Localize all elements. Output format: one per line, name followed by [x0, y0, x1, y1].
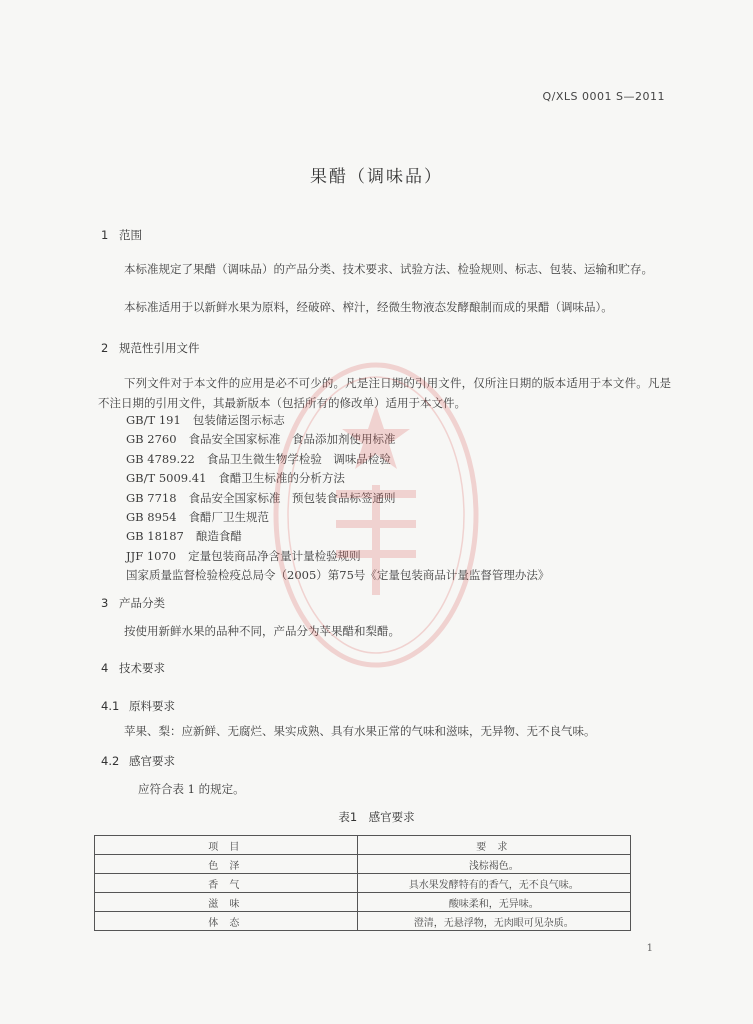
- reference-item: [126, 469, 549, 488]
- reference-code: GB 8954: [126, 510, 177, 525]
- reference-item: [126, 566, 549, 585]
- section-1-para-2: 本标准适用于以新鲜水果为原料，经破碎、榨汁，经微生物液态发酵酿制而成的果醋（调味品）。: [124, 300, 613, 314]
- page-number: 1: [646, 943, 653, 954]
- reference-list: [126, 411, 549, 586]
- reference-code: GB 2760: [126, 432, 177, 447]
- document-code: Q/XLS 0001 S—2011: [542, 90, 665, 103]
- table-cell-item: 体 态: [95, 912, 358, 931]
- reference-code: JJF 1070: [126, 548, 177, 563]
- reference-item: [126, 450, 549, 469]
- table-caption: 表1 感官要求: [338, 810, 415, 824]
- reference-code: GB 4789.22: [126, 451, 195, 466]
- table-row: [95, 912, 631, 931]
- section-3-para: 按使用新鲜水果的品种不同，产品分为苹果醋和梨醋。: [124, 624, 400, 638]
- section-title: 感官要求: [129, 754, 175, 768]
- section-4-1-para: 苹果、梨：应新鲜、无腐烂、果实成熟、具有水果正常的气味和滋味，无异物、无不良气味。: [124, 724, 596, 738]
- table-row: [95, 855, 631, 874]
- table-cell-requirement: 酸味柔和，无异味。: [357, 893, 630, 912]
- section-4-2-heading: [101, 753, 175, 769]
- section-2-intro: 下列文件对于本文件的应用是必不可少的。凡是注日期的引用文件，仅所注日期的版本适用于本文件。凡是不注日期的引用文件，其最新版本（包括所有的修改单）适用于本文件。: [98, 376, 671, 410]
- reference-item: [126, 527, 549, 546]
- reference-name: 食醋卫生标准的分析方法: [218, 471, 345, 486]
- reference-name: 酿造食醋: [195, 529, 242, 544]
- reference-name: 国家质量监督检验检疫总局令（2005）第75号《定量包装商品计量监督管理办法》: [126, 568, 550, 583]
- section-1-para-1: 本标准规定了果醋（调味品）的产品分类、技术要求、试验方法、检验规则、标志、包装、运输和贮存。: [124, 262, 653, 276]
- table-row: [95, 893, 631, 912]
- table-cell-requirement: 具水果发酵特有的香气，无不良气味。: [357, 874, 630, 893]
- section-number: 4.2: [101, 754, 120, 768]
- section-title: 技术要求: [119, 661, 165, 675]
- section-number: 1: [101, 228, 109, 242]
- section-2-heading: [101, 340, 200, 356]
- table-cell-item: 色 泽: [95, 855, 358, 874]
- reference-name: 食品安全国家标准 食品添加剂使用标准: [188, 432, 396, 447]
- section-4-1-heading: [101, 698, 175, 714]
- section-number: 4: [101, 661, 109, 675]
- reference-item: [126, 430, 549, 449]
- table-header-cell: 项 目: [95, 836, 358, 855]
- section-4-2-para: 应符合表 1 的规定。: [138, 782, 245, 796]
- reference-item: [126, 547, 549, 566]
- table-header-row: [95, 836, 631, 855]
- section-title: 规范性引用文件: [119, 341, 200, 355]
- section-1-heading: [101, 227, 142, 243]
- reference-name: 食品卫生微生物学检验 调味品检验: [206, 451, 391, 466]
- section-number: 4.1: [101, 699, 120, 713]
- document-title: 果醋（调味品）: [310, 167, 443, 187]
- reference-item: [126, 411, 549, 430]
- section-title: 产品分类: [119, 596, 165, 610]
- reference-code: GB 7718: [126, 490, 177, 505]
- reference-name: 包装储运图示标志: [192, 413, 285, 427]
- table-cell-item: 香 气: [95, 874, 358, 893]
- reference-code: GB/T 5009.41: [126, 471, 207, 486]
- table-header-cell: 要 求: [357, 836, 630, 855]
- reference-name: 食醋厂卫生规范: [188, 510, 270, 525]
- table-cell-requirement: 澄清，无悬浮物，无肉眼可见杂质。: [357, 912, 630, 931]
- table-row: [95, 874, 631, 893]
- reference-name: 定量包装商品净含量计量检验规则: [188, 548, 361, 563]
- section-title: 原料要求: [129, 699, 175, 713]
- reference-name: 食品安全国家标准 预包装食品标签通则: [188, 490, 396, 505]
- section-title: 范围: [119, 228, 142, 242]
- section-number: 3: [101, 596, 109, 610]
- section-number: 2: [101, 341, 109, 355]
- reference-code: GB 18187: [126, 529, 184, 544]
- section-3-heading: [101, 595, 165, 611]
- sensory-requirements-table: [94, 835, 631, 931]
- table-cell-requirement: 浅棕褐色。: [357, 855, 630, 874]
- table-cell-item: 滋 味: [95, 893, 358, 912]
- reference-item: [126, 508, 549, 527]
- reference-code: GB/T 191: [126, 413, 181, 427]
- reference-item: [126, 489, 549, 508]
- section-4-heading: [101, 660, 165, 676]
